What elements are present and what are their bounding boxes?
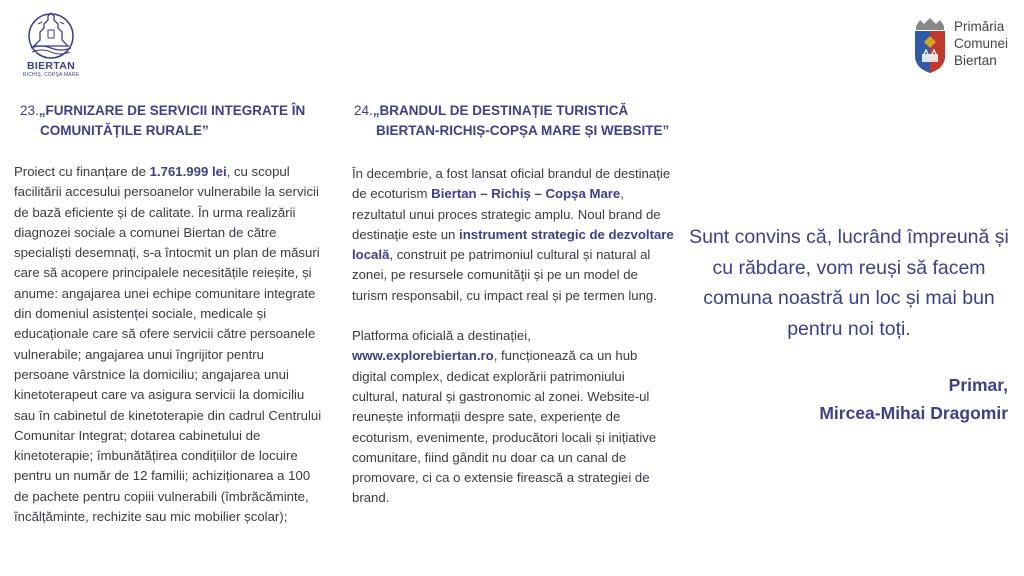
- biertan-church-emblem-icon: [26, 12, 76, 60]
- signature-name: Mircea-Mihai Dragomir: [819, 403, 1008, 423]
- section-24-title-line1: „BRANDUL DE DESTINAȚIE TURISTICĂ: [372, 103, 629, 118]
- section-23-body: [14, 162, 322, 527]
- logo-brand-text: BIERTAN: [27, 60, 75, 72]
- section-24-brand-name: Biertan – Richiș – Copșa Mare: [431, 186, 621, 202]
- section-23-number: 23.: [20, 103, 39, 118]
- signature-role: Primar,: [948, 375, 1008, 395]
- section-24-instrument-text: instrument strategic de dezvoltare locală: [352, 226, 674, 263]
- section-23-paragraph: [14, 162, 322, 527]
- section-23-title-line1: „FURNIZARE DE SERVICII INTEGRATE ÎN: [38, 103, 306, 118]
- primaria-logo: [912, 18, 1008, 74]
- section-24-p1-text-c: , construit pe patrimoniul cultural și natural al zonei, pe resursele comunității și pe un model de turism responsabil, cu impact real și pe termen lung.: [352, 247, 657, 303]
- section-24-paragraph-1: [352, 164, 674, 306]
- section-23-text-a: Proiect cu finanțare de: [14, 164, 150, 179]
- section-23-amount: 1.761.999 lei: [149, 164, 227, 179]
- section-24-paragraph-2: [352, 326, 674, 509]
- section-24-body: [352, 164, 674, 509]
- website-url: www.explorebiertan.ro: [352, 348, 494, 364]
- biertan-logo: [20, 12, 82, 88]
- section-24-number: 24.: [354, 103, 373, 118]
- section-23-heading: [20, 101, 340, 141]
- logo-subtext: RICHIȘ, COPȘA MARE: [22, 72, 80, 78]
- primaria-line3: Biertan: [953, 53, 997, 68]
- section-24-p2-text-a: Platforma oficială a destinației,: [352, 328, 531, 344]
- signature: [819, 371, 1008, 427]
- primaria-line1: Primăria: [953, 19, 1005, 34]
- section-24-title-line2: BIERTAN-RICHIȘ-COPȘA MARE ȘI WEBSITE”: [376, 123, 670, 138]
- mayor-quote: Sunt convins că, lucrând împreună și cu răbdare, vom reuși să facem comuna noastră un loc și mai bun pentru noi toți.: [689, 226, 1009, 340]
- primaria-line2: Comunei: [953, 36, 1008, 51]
- primaria-name: [954, 18, 1008, 69]
- section-24-p1-text-b: , rezultatul unui proces strategic amplu. Noul brand de destinație este un: [352, 186, 661, 242]
- section-23-title-line2: COMUNITĂȚILE RURALE”: [40, 123, 209, 138]
- section-24-p2-text-b: , funcționează ca un hub digital complex, dedicat explorării patrimoniului cultural, natural și gastronomic al zonei. Website-ul reunește informații despre sate, experiențe de ecoturism, evenimente, producători locali și inițiative comunitare, fiind gândit nu doar ca un canal de promovare, ci ca o extensie firească a strategiei de brand.: [352, 348, 657, 506]
- coat-of-arms-icon: [912, 18, 948, 74]
- section-24-heading: [354, 101, 684, 141]
- section-23-text-b: , cu scopul facilitării accesului persoanelor vulnerabile la servicii de bază eficiente și de calitate. În urma realizării diagnozei sociale a comunei Biertan de către specialiști desemnați, s-a întocmit un plan de măsuri care să acopere principalele necesitățile reieșite, și anume: angajarea unei echipe comunitare integrate din domeniul asistenței sociale, medicale și educaționale care să ofere servicii către persoanele vulnerabile; angajarea unui îngrijitor pentru persoane vârstnice la domiciliu; angajarea unui kinetoterapeut care va asigura servicii la domiciliu sau în cabinetul de kinetoterapie din cadrul Centrului Comunitar Integrat; dotarea cabinetului de kinetoterapie; îmbunătățirea condițiilor de locuire pentru un număr de 12 familii; achiziționarea a 100 de pachete pentru copiii vulnerabili (îmbrăcăminte, încălțăminte, rechizite sau mic mobilier școlar);: [14, 164, 322, 525]
- section-24-p1-text-a: În decembrie, a fost lansat oficial brandul de destinație de ecoturism: [352, 166, 671, 202]
